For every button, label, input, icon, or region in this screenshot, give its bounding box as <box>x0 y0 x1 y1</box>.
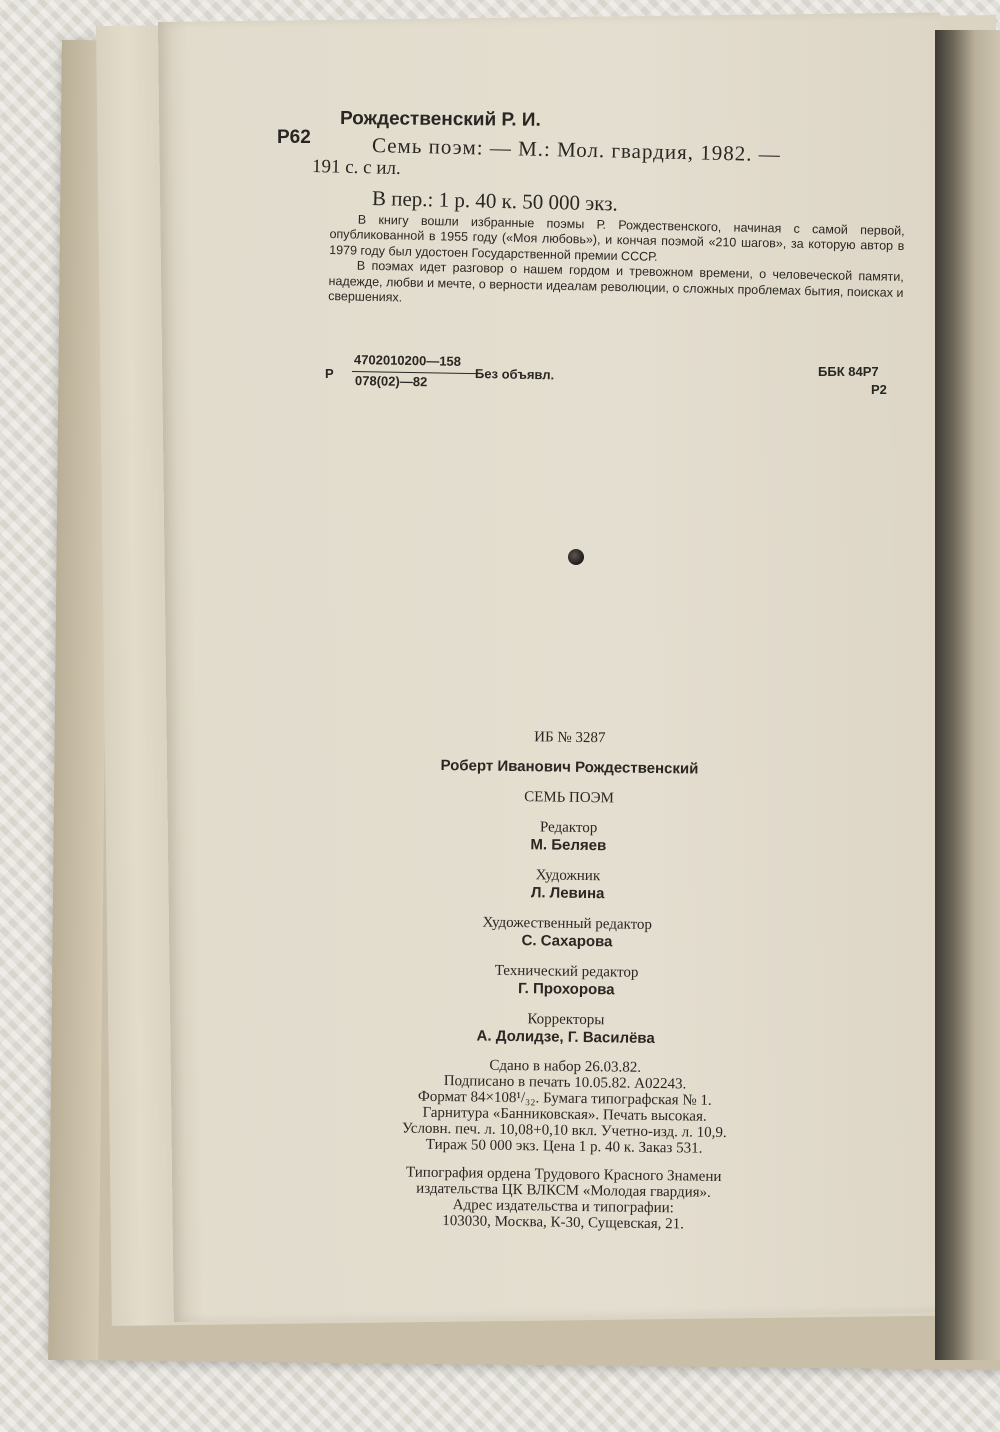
imprint-line: Адрес издательства и типографии: <box>452 1197 674 1217</box>
editor-name: М. Беляев <box>530 836 607 855</box>
tech-editor-role: Технический редактор <box>494 962 639 981</box>
imprint-line: Условн. печ. л. 10,08+0,10 вкл. Учетно-изд. л. 10,9. <box>401 1120 727 1141</box>
editor-role: Редактор <box>539 819 598 837</box>
classification-note: Без объявл. <box>474 366 555 383</box>
bbk-code-secondary: Р2 <box>871 382 887 397</box>
imprint-line: издательства ЦК ВЛКСМ «Молодая гвардия». <box>416 1180 711 1201</box>
catalog-title-line: Семь поэм: — М.: Мол. гвардия, 1982. — <box>371 133 782 167</box>
imprint-line: Гарнитура «Банниковская». Печать высокая. <box>422 1104 707 1125</box>
author-full-name: Роберт Иванович Рождественский <box>440 756 699 778</box>
art-editor-name: С. Сахарова <box>521 932 613 951</box>
imprint-block <box>293 1055 835 1235</box>
book-gutter <box>935 30 1000 1360</box>
catalog-code: Р62 <box>277 127 311 148</box>
imprint-line: Подписано в печать 10.05.82. А02243. <box>443 1073 687 1093</box>
imprint-line: 103030, Москва, К-30, Сущевская, 21. <box>442 1213 685 1233</box>
bbk-code: ББК 84Р7 <box>818 364 879 379</box>
classification-numerator: 4702010200—158 <box>353 352 462 369</box>
imprint-line: Сдано в набор 26.03.82. <box>489 1057 642 1076</box>
classification-denominator: 078(02)—82 <box>354 373 428 390</box>
imprint-line: Тираж 50 000 экз. Цена 1 р. 40 к. Заказ 531. <box>425 1136 703 1157</box>
catalog-author: Рождественский Р. И. <box>339 108 541 131</box>
tech-editor-name: Г. Прохорова <box>517 980 615 999</box>
proofreaders-role: Корректоры <box>527 1011 605 1029</box>
imprint-line: Формат 84×108¹/₃₂. Бумага типографская № 1. <box>417 1088 712 1109</box>
annotation <box>328 212 905 316</box>
art-editor-role: Художественный редактор <box>482 914 653 933</box>
catalog-price-line: В пер.: 1 р. 40 к. 50 000 экз. <box>371 186 619 216</box>
annotation-paragraph-1: В книгу вошли избранные поэмы Р. Рождественского, начиная с самой первой, опубликованной в 1955 году («Моя любовь»), и кончая поэмой «210 шагов», за которую автор в 1979 году был удостоен Государственной премии СССР. <box>329 212 905 264</box>
ib-number: ИБ № 3287 <box>534 729 606 747</box>
artist-role: Художник <box>535 867 601 885</box>
artist-name: Л. Левина <box>530 884 605 903</box>
book-title: СЕМЬ ПОЭМ <box>524 789 615 807</box>
catalog-pages-line: 191 с. с ил. <box>311 156 401 180</box>
colophon <box>293 725 840 1234</box>
proofreaders-names: А. Долидзе, Г. Василёва <box>476 1027 655 1047</box>
classification-letter: Р <box>325 366 334 381</box>
decorative-dot <box>568 549 584 565</box>
imprint-line: Типография ордена Трудового Красного Знамени <box>405 1164 722 1185</box>
annotation-paragraph-2: В поэмах идет разговор о нашем гордом и тревожном времени, о человеческой памяти, надежде, любви и мечте, о верности идеалам революции, о сложных проблемах бытия, поисках и свершениях. <box>328 258 904 305</box>
